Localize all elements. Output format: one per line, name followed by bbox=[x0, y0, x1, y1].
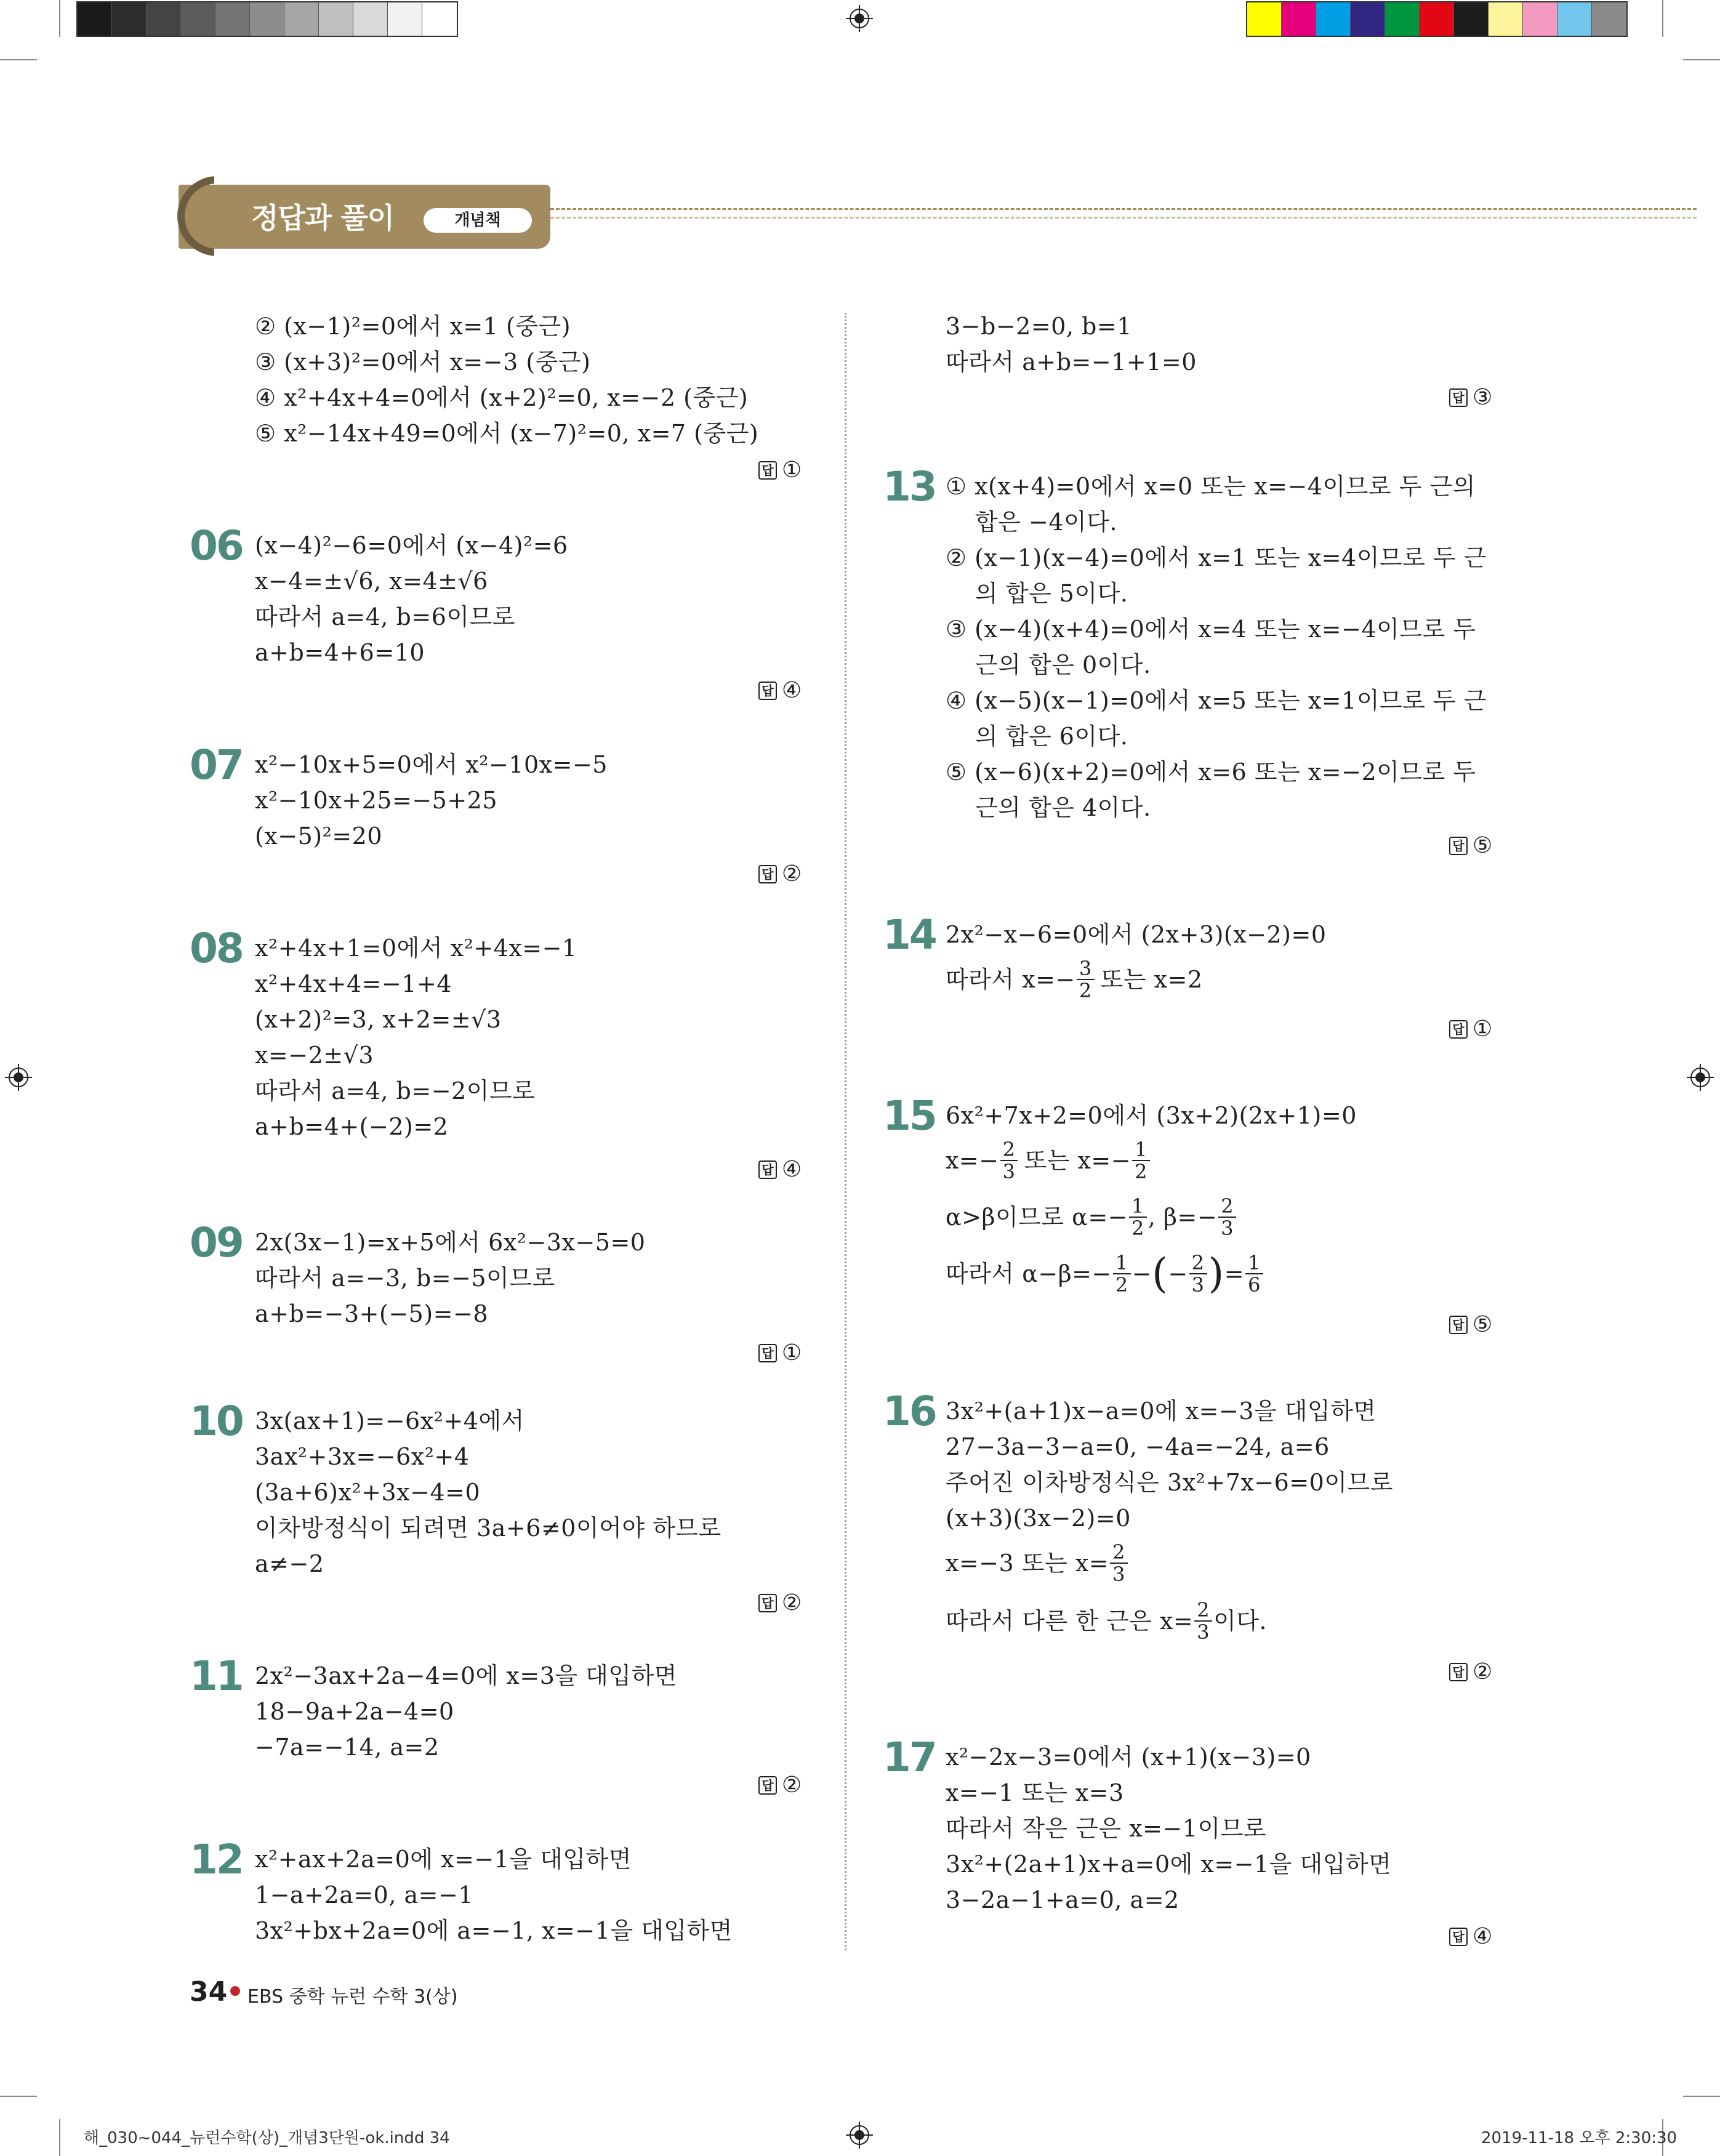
text-span: − bbox=[1168, 1260, 1188, 1287]
answer-mark bbox=[758, 678, 802, 703]
crop-mark bbox=[0, 59, 37, 60]
text-line: a+b=4+(−2)=2 bbox=[255, 1113, 449, 1140]
text-line: 주어진 이차방정식은 3x²+7x−6=0이므로 bbox=[946, 1469, 1393, 1496]
text-line: 1−a+2a=0, a=−1 bbox=[255, 1881, 474, 1909]
header-rule bbox=[550, 208, 1697, 210]
text-line: x=−2±√3 bbox=[255, 1042, 374, 1069]
color-swatch bbox=[1420, 2, 1454, 36]
text-line: 2x(3x−1)=x+5에서 6x²−3x−5=0 bbox=[255, 1229, 646, 1256]
answer-mark bbox=[758, 1157, 802, 1182]
text-span: α>β이므로 α=− bbox=[946, 1204, 1128, 1231]
registration-mark-icon bbox=[846, 2122, 873, 2149]
answer-mark bbox=[1449, 1017, 1492, 1042]
denominator: 6 bbox=[1248, 1273, 1261, 1297]
problem-number: 08 bbox=[190, 925, 243, 972]
answer-value: ② bbox=[782, 861, 802, 887]
answer-value: ③ bbox=[1473, 385, 1493, 410]
numerator: 2 bbox=[1110, 1542, 1128, 1564]
color-swatch bbox=[1282, 2, 1316, 36]
text-line: −7a=−14, a=2 bbox=[255, 1734, 440, 1761]
page-number: 34 bbox=[190, 1976, 228, 2008]
text-line: 근의 합은 4이다. bbox=[975, 794, 1151, 821]
text-line: ① x(x+4)=0에서 x=0 또는 x=−4이므로 두 근의 bbox=[946, 473, 1476, 500]
answer-mark bbox=[1449, 834, 1492, 858]
problem-number: 17 bbox=[883, 1734, 936, 1781]
text-line: ③ (x+3)²=0에서 x=−3 (중근) bbox=[255, 348, 591, 376]
problem-number: 16 bbox=[883, 1388, 936, 1435]
color-swatch bbox=[1592, 2, 1626, 36]
answer-mark bbox=[1449, 385, 1492, 410]
fraction bbox=[1000, 1139, 1018, 1182]
answer-mark bbox=[1449, 1313, 1492, 1337]
answer-mark bbox=[1449, 1925, 1492, 1949]
text-span: 또는 x=− bbox=[1024, 1147, 1131, 1174]
answer-icon: 답 bbox=[758, 461, 777, 480]
fraction-line bbox=[946, 1599, 1267, 1643]
answer-value: ① bbox=[782, 1340, 802, 1366]
denominator: 2 bbox=[1135, 1160, 1147, 1183]
answer-icon: 답 bbox=[758, 1594, 777, 1612]
text-line: 따라서 a+b=−1+1=0 bbox=[946, 348, 1197, 376]
text-line: 3ax²+3x=−6x²+4 bbox=[255, 1443, 470, 1470]
text-span: 또는 x=2 bbox=[1100, 966, 1203, 993]
text-line: (3a+6)x²+3x−4=0 bbox=[255, 1479, 481, 1506]
text-line: 2x²−3ax+2a−4=0에 x=3을 대입하면 bbox=[255, 1662, 678, 1689]
text-span: = bbox=[1224, 1260, 1245, 1287]
fraction bbox=[1189, 1252, 1207, 1295]
answer-icon: 답 bbox=[758, 865, 777, 883]
fraction-line bbox=[946, 1252, 1264, 1295]
registration-mark-icon bbox=[846, 5, 873, 32]
color-swatch bbox=[1489, 2, 1523, 36]
text-line: a+b=−3+(−5)=−8 bbox=[255, 1300, 489, 1327]
problem-number: 06 bbox=[190, 522, 243, 569]
text-line: 3−2a−1+a=0, a=2 bbox=[946, 1886, 1179, 1913]
answer-value: ① bbox=[1473, 1016, 1493, 1042]
crop-mark bbox=[59, 0, 60, 37]
right-paren: ) bbox=[1208, 1250, 1224, 1297]
answer-icon: 답 bbox=[1449, 1928, 1468, 1946]
text-line: ④ (x−5)(x−1)=0에서 x=5 또는 x=1이므로 두 근 bbox=[946, 687, 1487, 714]
denominator: 3 bbox=[1191, 1273, 1205, 1297]
book-title: EBS 중학 뉴런 수학 3(상) bbox=[247, 1986, 458, 2008]
grayscale-bar bbox=[76, 1, 458, 37]
color-swatch bbox=[1385, 2, 1420, 36]
numerator: 1 bbox=[1132, 1139, 1150, 1161]
bullet-dot bbox=[230, 1986, 240, 1996]
text-line: (x+2)²=3, x+2=±√3 bbox=[255, 1006, 502, 1033]
header-rule bbox=[550, 217, 1697, 219]
crop-mark bbox=[1683, 2096, 1720, 2097]
answer-mark bbox=[758, 1773, 802, 1798]
text-line: ⑤ (x−6)(x+2)=0에서 x=6 또는 x=−2이므로 두 bbox=[946, 758, 1476, 786]
denominator: 3 bbox=[1112, 1563, 1125, 1586]
text-line: x²−10x+25=−5+25 bbox=[255, 787, 498, 814]
answer-mark bbox=[758, 1341, 802, 1366]
answer-mark bbox=[758, 1591, 802, 1615]
text-line: x²+ax+2a=0에 x=−1을 대입하면 bbox=[255, 1846, 632, 1873]
answer-icon: 답 bbox=[1449, 1316, 1468, 1334]
text-line: 이차방정식이 되려면 3a+6≠0이어야 하므로 bbox=[255, 1514, 721, 1542]
text-line: 따라서 a=4, b=−2이므로 bbox=[255, 1077, 536, 1104]
fraction bbox=[1245, 1252, 1263, 1295]
text-line: 27−3a−3−a=0, −4a=−24, a=6 bbox=[946, 1433, 1330, 1460]
answer-icon: 답 bbox=[1449, 837, 1468, 855]
fraction-line bbox=[946, 958, 1203, 1001]
denominator: 3 bbox=[1002, 1160, 1016, 1183]
text-span: − bbox=[1131, 1260, 1152, 1287]
problem-number: 15 bbox=[883, 1092, 936, 1140]
text-line: 의 합은 6이다. bbox=[975, 723, 1128, 750]
answer-mark bbox=[758, 458, 802, 483]
denominator: 2 bbox=[1131, 1217, 1144, 1240]
crop-mark bbox=[0, 2096, 37, 2097]
problem-number: 14 bbox=[883, 911, 936, 959]
answer-value: ① bbox=[782, 457, 802, 483]
numerator: 3 bbox=[1077, 958, 1095, 980]
denominator: 2 bbox=[1115, 1273, 1128, 1297]
color-swatch bbox=[1557, 2, 1592, 36]
registration-mark-icon bbox=[1687, 1064, 1714, 1091]
numerator: 2 bbox=[1189, 1252, 1207, 1274]
answer-value: ④ bbox=[1473, 1924, 1493, 1949]
text-line: ② (x−1)²=0에서 x=1 (중근) bbox=[255, 313, 571, 340]
left-paren: ( bbox=[1152, 1250, 1168, 1297]
color-swatch bbox=[1351, 2, 1385, 36]
text-line: 근의 합은 0이다. bbox=[975, 651, 1151, 678]
text-line: x²+4x+4=−1+4 bbox=[255, 970, 452, 997]
problem-number: 07 bbox=[190, 741, 243, 789]
answer-value: ⑤ bbox=[1473, 833, 1493, 858]
answer-mark bbox=[758, 862, 802, 887]
text-span: , β=− bbox=[1147, 1204, 1218, 1231]
denominator: 2 bbox=[1079, 979, 1092, 1002]
fraction-line bbox=[946, 1196, 1237, 1239]
answer-value: ④ bbox=[782, 678, 802, 703]
text-line: 2x²−x−6=0에서 (2x+3)(x−2)=0 bbox=[946, 921, 1327, 948]
text-line: ⑤ x²−14x+49=0에서 (x−7)²=0, x=7 (중근) bbox=[255, 420, 759, 447]
answer-value: ② bbox=[1473, 1659, 1493, 1684]
file-slug: 해_030~044_뉴런수학(상)_개념3단원-ok.indd 34 bbox=[84, 2129, 450, 2147]
text-line: (x−4)²−6=0에서 (x−4)²=6 bbox=[255, 532, 568, 559]
answer-icon: 답 bbox=[758, 1344, 777, 1362]
text-line: x²−10x+5=0에서 x²−10x=−5 bbox=[255, 751, 608, 778]
numerator: 1 bbox=[1245, 1252, 1263, 1274]
fraction bbox=[1113, 1252, 1131, 1295]
answer-icon: 답 bbox=[1449, 388, 1468, 407]
text-line: 합은 −4이다. bbox=[975, 509, 1118, 536]
text-line: 따라서 작은 근은 x=−1이므로 bbox=[946, 1815, 1267, 1842]
color-swatch bbox=[1247, 2, 1282, 36]
color-swatch bbox=[1454, 2, 1489, 36]
text-line: 3x²+(2a+1)x+a=0에 x=−1을 대입하면 bbox=[946, 1851, 1392, 1878]
answer-value: ⑤ bbox=[1473, 1312, 1493, 1337]
answer-value: ② bbox=[782, 1590, 802, 1615]
text-line: ④ x²+4x+4=0에서 (x+2)²=0, x=−2 (중근) bbox=[255, 384, 749, 411]
text-line: 따라서 a=4, b=6이므로 bbox=[255, 603, 515, 630]
text-span: x=− bbox=[946, 1147, 999, 1174]
answer-value: ② bbox=[782, 1772, 802, 1798]
denominator: 3 bbox=[1221, 1217, 1234, 1240]
text-span: 따라서 α−β=− bbox=[946, 1260, 1112, 1287]
fraction bbox=[1218, 1196, 1236, 1239]
answer-value: ④ bbox=[782, 1157, 802, 1182]
text-line: 18−9a+2a−4=0 bbox=[255, 1698, 454, 1725]
color-swatch bbox=[1523, 2, 1557, 36]
numerator: 2 bbox=[1000, 1139, 1018, 1161]
crop-mark bbox=[59, 2119, 60, 2156]
header-badge: 개념책 bbox=[424, 208, 532, 233]
numerator: 1 bbox=[1113, 1252, 1131, 1274]
text-line: (x−5)²=20 bbox=[255, 823, 383, 850]
answer-icon: 답 bbox=[758, 682, 777, 700]
text-span: 따라서 x=− bbox=[946, 966, 1075, 993]
numerator: 2 bbox=[1218, 1196, 1236, 1218]
text-span: x=−3 또는 x= bbox=[946, 1550, 1109, 1577]
answer-mark bbox=[1449, 1660, 1492, 1684]
problem-number: 11 bbox=[190, 1652, 243, 1700]
text-line: 3x²+bx+2a=0에 a=−1, x=−1을 대입하면 bbox=[255, 1917, 733, 1944]
answer-icon: 답 bbox=[1449, 1663, 1468, 1681]
text-line: 3x²+(a+1)x−a=0에 x=−3을 대입하면 bbox=[946, 1398, 1376, 1425]
problem-number: 09 bbox=[190, 1219, 243, 1266]
text-line: 3−b−2=0, b=1 bbox=[946, 313, 1132, 340]
text-line: ② (x−1)(x−4)=0에서 x=1 또는 x=4이므로 두 근 bbox=[946, 544, 1487, 571]
crop-mark bbox=[1683, 59, 1720, 60]
fraction bbox=[1132, 1139, 1150, 1182]
fraction bbox=[1194, 1599, 1212, 1643]
text-line: 따라서 a=−3, b=−5이므로 bbox=[255, 1265, 555, 1292]
answer-icon: 답 bbox=[758, 1160, 777, 1179]
problem-number: 10 bbox=[190, 1398, 243, 1445]
page-title: 정답과 풀이 bbox=[251, 201, 395, 235]
fraction bbox=[1110, 1542, 1128, 1585]
answer-icon: 답 bbox=[1449, 1020, 1468, 1039]
text-line: x−4=±√6, x=4±√6 bbox=[255, 568, 488, 595]
problem-number: 13 bbox=[883, 463, 936, 510]
text-span: 이다. bbox=[1213, 1607, 1268, 1635]
text-line: (x+3)(3x−2)=0 bbox=[946, 1505, 1131, 1532]
fraction-line bbox=[946, 1542, 1129, 1585]
column-divider bbox=[845, 313, 846, 1950]
text-line: 3x(ax+1)=−6x²+4에서 bbox=[255, 1407, 524, 1434]
date-slug: 2019-11-18 오후 2:30:30 bbox=[1481, 2129, 1678, 2147]
answer-icon: 답 bbox=[758, 1776, 777, 1795]
text-span: 따라서 다른 한 근은 x= bbox=[946, 1607, 1194, 1635]
text-line: a≠−2 bbox=[255, 1550, 324, 1577]
text-line: 의 합은 5이다. bbox=[975, 580, 1128, 607]
color-bar bbox=[1246, 1, 1628, 37]
fraction bbox=[1077, 958, 1095, 1001]
numerator: 2 bbox=[1194, 1599, 1212, 1622]
text-line: 6x²+7x+2=0에서 (3x+2)(2x+1)=0 bbox=[946, 1102, 1357, 1129]
color-swatch bbox=[1316, 2, 1351, 36]
numerator: 1 bbox=[1129, 1196, 1147, 1218]
text-line: x=−1 또는 x=3 bbox=[946, 1779, 1124, 1806]
text-line: a+b=4+6=10 bbox=[255, 639, 425, 666]
denominator: 3 bbox=[1197, 1620, 1210, 1644]
text-line: x²−2x−3=0에서 (x+1)(x−3)=0 bbox=[946, 1744, 1311, 1771]
crop-mark bbox=[1662, 0, 1663, 37]
text-line: ③ (x−4)(x+4)=0에서 x=4 또는 x=−4이므로 두 bbox=[946, 616, 1476, 643]
problem-number: 12 bbox=[190, 1836, 243, 1883]
fraction-line bbox=[946, 1139, 1151, 1182]
registration-mark-icon bbox=[5, 1064, 32, 1091]
text-line: x²+4x+1=0에서 x²+4x=−1 bbox=[255, 935, 577, 962]
fraction bbox=[1129, 1196, 1147, 1239]
